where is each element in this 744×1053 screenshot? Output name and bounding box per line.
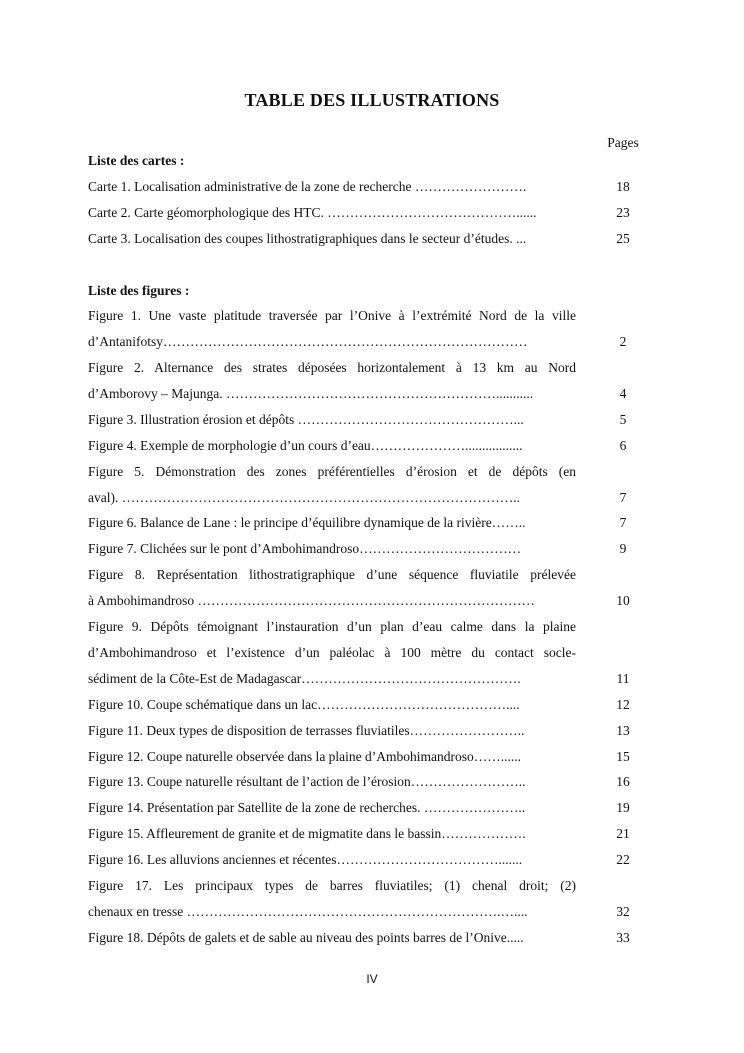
figure-14-line-1: Figure 14. Présentation par Satellite de la zone de recherches. ………………….. [88, 800, 526, 815]
figure-13-line-1: Figure 13. Coupe naturelle résultant de l’action de l’érosion…………………….. [88, 774, 526, 789]
figure-17-page: 32 [616, 904, 630, 919]
figure-1-page: 2 [619, 334, 627, 349]
figure-1-line-2: d’Antanifotsy……………………………………………………………………… [88, 334, 528, 349]
figure-15-page: 21 [616, 826, 630, 841]
figure-3-page: 5 [619, 412, 627, 427]
figure-6-line-1: Figure 6. Balance de Lane : le principe d’équilibre dynamique de la rivière…….. [88, 515, 526, 530]
map-entry-1: Carte 1. Localisation administrative de la zone de recherche ……………………. [88, 179, 527, 194]
figure-9-line-2: d’Ambohimandroso et l’existence d’un paléolac à 100 mètre du contact socle- [88, 645, 576, 660]
figure-8-line-1: Figure 8. Représentation lithostratigraphique d’une séquence fluviatile prélevée [88, 567, 576, 582]
figure-7-line-1: Figure 7. Clichées sur le pont d’Ambohimandroso……………………………… [88, 541, 522, 556]
figure-11-page: 13 [616, 723, 630, 738]
page-number-footer: IV [366, 972, 378, 986]
figure-12-line-1: Figure 12. Coupe naturelle observée dans la plaine d’Ambohimandroso……...... [88, 749, 522, 764]
figure-11-line-1: Figure 11. Deux types de disposition de terrasses fluviatiles…………………….. [88, 723, 525, 738]
figure-1-line-1: Figure 1. Une vaste platitude traversée par l’Onive à l’extrémité Nord de la ville [88, 308, 576, 323]
figure-12-page: 15 [616, 749, 630, 764]
maps-section-heading: Liste des cartes : [88, 153, 185, 168]
figure-15-line-1: Figure 15. Affleurement de granite et de migmatite dans le bassin………………. [88, 826, 526, 841]
figure-18-line-1: Figure 18. Dépôts de galets et de sable au niveau des points barres de l’Onive..... [88, 930, 524, 945]
pages-column-header: Pages [607, 135, 639, 150]
figure-5-line-1: Figure 5. Démonstration des zones préférentielles d’érosion et de dépôts (en [88, 464, 576, 479]
page-title: TABLE DES ILLUSTRATIONS [244, 90, 500, 110]
figure-5-line-2: aval). …………………………………………………………………………….. [88, 490, 520, 505]
figure-7-page: 9 [619, 541, 627, 556]
figure-6-page: 7 [619, 515, 627, 530]
figure-9-page: 11 [616, 671, 630, 686]
figure-4-line-1: Figure 4. Exemple de morphologie d’un cours d’eau…………………................. [88, 438, 523, 453]
figure-2-line-1: Figure 2. Alternance des strates déposées horizontalement à 13 km au Nord [88, 360, 576, 375]
figure-9-line-3: sédiment de la Côte-Est de Madagascar…………………………………………. [88, 671, 521, 686]
figure-8-line-2: à Ambohimandroso ………………………………………………………………… [88, 593, 535, 608]
figure-3-line-1: Figure 3. Illustration érosion et dépôts …………………………………………... [88, 412, 524, 427]
figure-14-page: 19 [616, 800, 630, 815]
figure-10-page: 12 [616, 697, 630, 712]
figure-13-page: 16 [616, 774, 630, 789]
figure-10-line-1: Figure 10. Coupe schématique dans un lac…………………………………….... [88, 697, 520, 712]
map-page-3: 25 [616, 231, 630, 246]
figure-5-page: 7 [619, 490, 627, 505]
map-entry-3: Carte 3. Localisation des coupes lithostratigraphiques dans le secteur d’études. ... [88, 231, 527, 246]
figure-4-page: 6 [619, 438, 627, 453]
figure-9-line-1: Figure 9. Dépôts témoignant l’instauration d’un plan d’eau calme dans la plaine [88, 619, 576, 634]
figure-18-page: 33 [616, 930, 630, 945]
map-page-1: 18 [616, 179, 630, 194]
figure-8-page: 10 [616, 593, 630, 608]
figures-section-heading: Liste des figures : [88, 283, 190, 298]
figure-17-line-2: chenaux en tresse …………………………………………………………….….... [88, 904, 528, 919]
figure-17-line-1: Figure 17. Les principaux types de barres fluviatiles; (1) chenal droit; (2) [88, 878, 576, 893]
figure-2-page: 4 [619, 386, 627, 401]
figure-16-line-1: Figure 16. Les alluvions anciennes et récentes………………………………....... [88, 852, 523, 867]
map-page-2: 23 [616, 205, 630, 220]
figure-2-line-2: d’Amborovy – Majunga. ……………………………………………………........... [88, 386, 534, 401]
map-entry-2: Carte 2. Carte géomorphologique des HTC. ……………………………………...... [88, 205, 537, 220]
figure-16-page: 22 [616, 852, 630, 867]
